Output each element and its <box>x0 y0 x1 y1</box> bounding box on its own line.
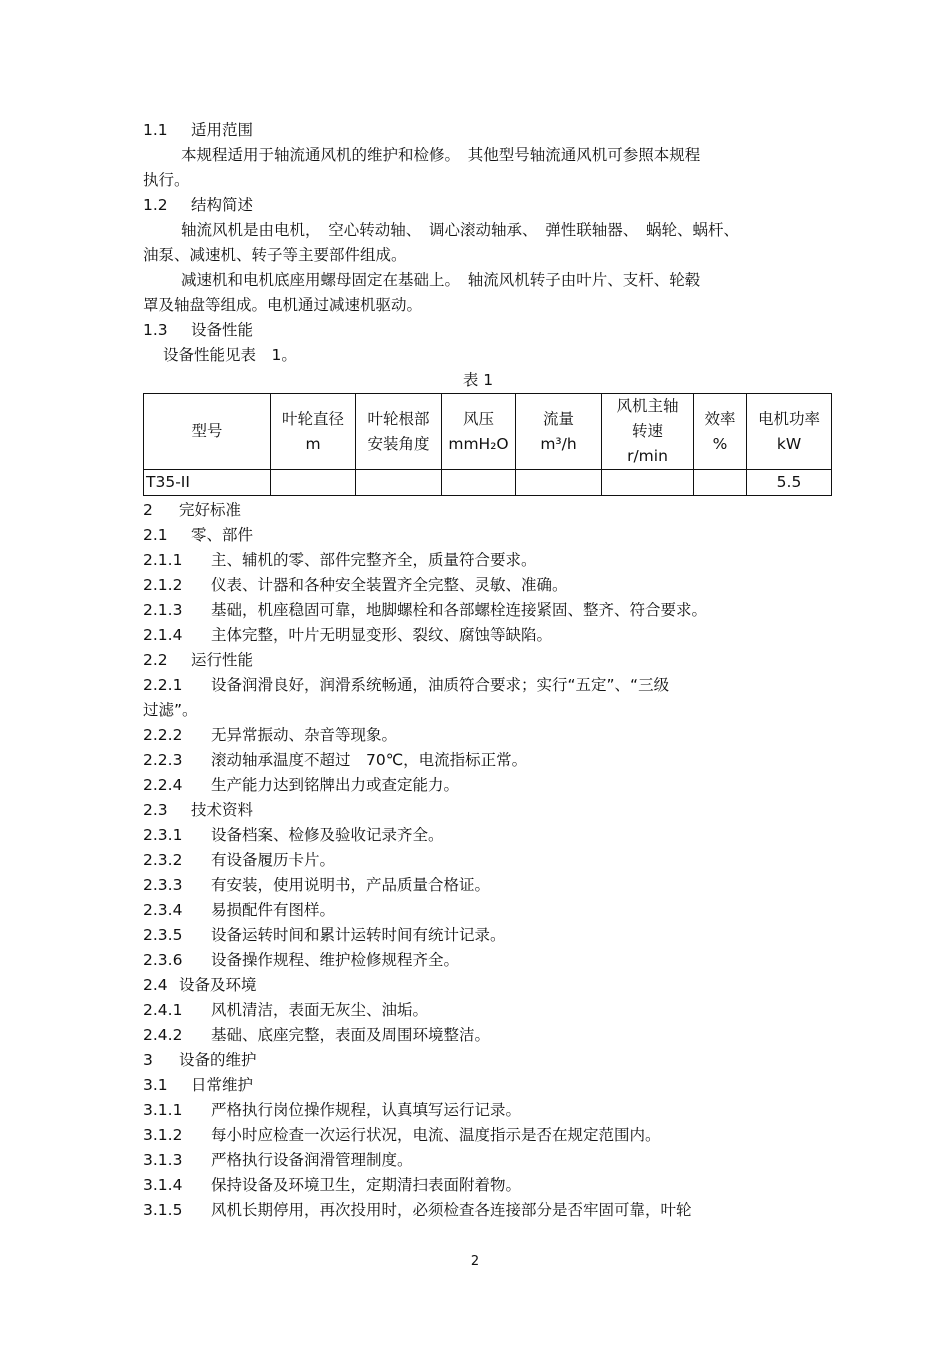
header-text: m <box>305 434 321 453</box>
page-number: 2 <box>470 1254 480 1269</box>
numbered-line <box>143 948 813 973</box>
header-text: % <box>712 434 728 453</box>
clause-text: 设备及环境 <box>179 976 257 994</box>
clause-text: 技术资料 <box>191 801 254 819</box>
numbered-line <box>143 548 813 573</box>
clause-text: 无异常振动、杂音等现象。 <box>211 726 398 744</box>
paragraph-line <box>143 293 813 318</box>
clause-text: 每小时应检查一次运行状况，电流、温度指示是否在规定范围内。 <box>211 1126 661 1144</box>
table-header-cell <box>602 394 694 470</box>
clause-number: 2.1.4 <box>143 626 183 644</box>
clause-number: 2.4 <box>143 976 168 994</box>
clause-text: 滚动轴承温度不超过 70℃，电流指标正常。 <box>211 751 528 769</box>
header-text: 流量 <box>542 409 574 428</box>
clause-text: 结构简述 <box>191 196 254 214</box>
clause-text: 生产能力达到铭牌出力或查定能力。 <box>211 776 460 794</box>
table-header-cell <box>694 394 747 470</box>
clause-number: 3.1.1 <box>143 1101 183 1119</box>
clause-number: 2.1 <box>143 526 168 544</box>
section-2-3-text <box>143 498 813 1223</box>
header-text: 安装角度 <box>367 434 430 453</box>
clause-text: 基础，机座稳固可靠，地脚螺栓和各部螺栓连接紧固、整齐、符合要求。 <box>211 601 708 619</box>
clause-number: 2.3.3 <box>143 876 183 894</box>
clause-text: 本规程适用于轴流通风机的维护和检修。 其他型号轴流通风机可参照本规程 <box>181 146 701 164</box>
table-header-cell <box>442 394 516 470</box>
clause-text: 轴流风机是由电机， 空心转动轴、 调心滚动轴承、 弹性联轴器、 蜗轮、蜗杆、 <box>181 221 740 239</box>
header-text: 风机主轴 <box>616 397 679 415</box>
clause-text: 保持设备及环境卫生，定期清扫表面附着物。 <box>211 1176 522 1194</box>
header-text: 转速 <box>631 422 663 440</box>
clause-text: 严格执行岗位操作规程，认真填写运行记录。 <box>211 1101 522 1119</box>
table-cell <box>516 470 602 496</box>
clause-text: 减速机和电机底座用螺母固定在基础上。 轴流风机转子由叶片、支杆、轮毂 <box>181 271 701 289</box>
table-cell <box>442 470 516 496</box>
numbered-line <box>143 773 813 798</box>
table-header-cell <box>271 394 356 470</box>
numbered-line <box>143 798 813 823</box>
clause-text: 基础、底座完整，表面及周围环境整洁。 <box>211 1026 491 1044</box>
numbered-line <box>143 318 813 343</box>
table-header-row <box>144 394 832 470</box>
header-text: 叶轮根部 <box>367 409 430 428</box>
clause-text: 运行性能 <box>191 651 254 669</box>
clause-number: 3 <box>143 1051 153 1069</box>
clause-text: 设备操作规程、维护检修规程齐全。 <box>211 951 460 969</box>
clause-text: 适用范围 <box>191 121 254 139</box>
clause-number: 2.2.4 <box>143 776 183 794</box>
clause-number: 3.1 <box>143 1076 168 1094</box>
table-cell: T35-II <box>144 470 271 496</box>
numbered-line <box>143 673 813 698</box>
clause-text: 零、部件 <box>191 526 254 544</box>
table-header-cell <box>356 394 442 470</box>
section-1-text <box>143 118 813 368</box>
clause-text: 过滤”。 <box>143 701 198 719</box>
clause-number: 2.2.1 <box>143 676 183 694</box>
table-cell <box>694 470 747 496</box>
numbered-line <box>143 973 813 998</box>
document-body <box>143 118 820 1223</box>
clause-number: 2.3.4 <box>143 901 183 919</box>
header-text: kW <box>776 434 802 453</box>
clause-number: 2.3.5 <box>143 926 183 944</box>
table-header-cell <box>144 394 271 470</box>
clause-text: 油泵、减速机、转子等主要部件组成。 <box>143 246 407 264</box>
header-text: 叶轮直径 <box>281 409 344 428</box>
clause-text: 设备性能见表 1。 <box>163 346 297 364</box>
table-header-cell <box>516 394 602 470</box>
header-text: 风压 <box>462 409 494 428</box>
numbered-line <box>143 998 813 1023</box>
numbered-line <box>143 1098 813 1123</box>
clause-number: 2.3 <box>143 801 168 819</box>
numbered-line <box>143 573 813 598</box>
clause-number: 2.4.2 <box>143 1026 183 1044</box>
clause-text: 罩及轴盘等组成。电机通过减速机驱动。 <box>143 296 423 314</box>
numbered-line <box>143 1173 813 1198</box>
table-header-cell <box>747 394 832 470</box>
paragraph-line <box>143 168 813 193</box>
clause-text: 设备运转时间和累计运转时间有统计记录。 <box>211 926 506 944</box>
numbered-line <box>143 193 813 218</box>
header-text: 型号 <box>191 422 223 440</box>
table-cell <box>602 470 694 496</box>
clause-number: 1.1 <box>143 121 168 139</box>
table-cell <box>356 470 442 496</box>
numbered-line <box>143 1023 813 1048</box>
paragraph-line <box>143 698 813 723</box>
numbered-line <box>143 723 813 748</box>
clause-text: 严格执行设备润滑管理制度。 <box>211 1151 413 1169</box>
paragraph-line <box>143 343 813 368</box>
paragraph-line <box>143 218 813 243</box>
paragraph-line <box>143 268 813 293</box>
clause-number: 2.2.3 <box>143 751 183 769</box>
clause-text: 主体完整，叶片无明显变形、裂纹、腐蚀等缺陷。 <box>211 626 553 644</box>
clause-number: 2 <box>143 501 153 519</box>
table-caption: 表 1 <box>462 371 494 389</box>
clause-text: 日常维护 <box>191 1076 254 1094</box>
numbered-line <box>143 748 813 773</box>
header-text: m³/h <box>540 434 577 453</box>
numbered-line <box>143 1123 813 1148</box>
numbered-line <box>143 1198 813 1223</box>
clause-text: 执行。 <box>143 171 190 189</box>
clause-number: 2.1.3 <box>143 601 183 619</box>
numbered-line <box>143 823 813 848</box>
numbered-line <box>143 873 813 898</box>
numbered-line <box>143 1073 813 1098</box>
numbered-line <box>143 523 813 548</box>
table-row <box>144 470 832 496</box>
clause-number: 2.2.2 <box>143 726 183 744</box>
numbered-line <box>143 923 813 948</box>
header-text: mmH₂O <box>448 434 509 453</box>
clause-number: 2.2 <box>143 651 168 669</box>
clause-text: 有安装，使用说明书，产品质量合格证。 <box>211 876 491 894</box>
numbered-line <box>143 898 813 923</box>
table-cell <box>271 470 356 496</box>
clause-number: 2.4.1 <box>143 1001 183 1019</box>
header-text: 电机功率 <box>757 409 820 428</box>
clause-text: 主、辅机的零、部件完整齐全，质量符合要求。 <box>211 551 537 569</box>
clause-number: 2.1.2 <box>143 576 183 594</box>
clause-text: 设备润滑良好，润滑系统畅通，油质符合要求；实行“五定”、“三级 <box>211 676 670 694</box>
clause-text: 设备性能 <box>191 321 254 339</box>
header-text: 效率 <box>704 409 736 428</box>
table-cell: 5.5 <box>747 470 832 496</box>
numbered-line <box>143 648 813 673</box>
clause-number: 2.3.2 <box>143 851 183 869</box>
clause-text: 易损配件有图样。 <box>211 901 336 919</box>
clause-number: 3.1.3 <box>143 1151 183 1169</box>
equipment-performance-table <box>143 393 832 496</box>
clause-number: 2.3.1 <box>143 826 183 844</box>
clause-number: 2.1.1 <box>143 551 183 569</box>
clause-text: 设备的维护 <box>179 1051 257 1069</box>
clause-number: 3.1.4 <box>143 1176 183 1194</box>
header-text: r/min <box>627 447 668 465</box>
clause-number: 3.1.2 <box>143 1126 183 1144</box>
numbered-line <box>143 118 813 143</box>
numbered-line <box>143 1048 813 1073</box>
numbered-line <box>143 848 813 873</box>
clause-number: 1.2 <box>143 196 168 214</box>
numbered-line <box>143 623 813 648</box>
clause-text: 有设备履历卡片。 <box>211 851 336 869</box>
paragraph-line <box>143 143 813 168</box>
numbered-line <box>143 1148 813 1173</box>
clause-text: 设备档案、检修及验收记录齐全。 <box>211 826 444 844</box>
clause-number: 1.3 <box>143 321 168 339</box>
numbered-line <box>143 598 813 623</box>
numbered-line <box>143 498 813 523</box>
paragraph-line <box>143 243 813 268</box>
clause-number: 3.1.5 <box>143 1201 183 1219</box>
clause-text: 完好标准 <box>179 501 242 519</box>
clause-text: 仪表、计器和各种安全装置齐全完整、灵敏、准确。 <box>211 576 568 594</box>
clause-number: 2.3.6 <box>143 951 183 969</box>
clause-text: 风机长期停用，再次投用时，必须检查各连接部分是否牢固可靠，叶轮 <box>211 1201 692 1219</box>
clause-text: 风机清洁，表面无灰尘、油垢。 <box>211 1001 429 1019</box>
